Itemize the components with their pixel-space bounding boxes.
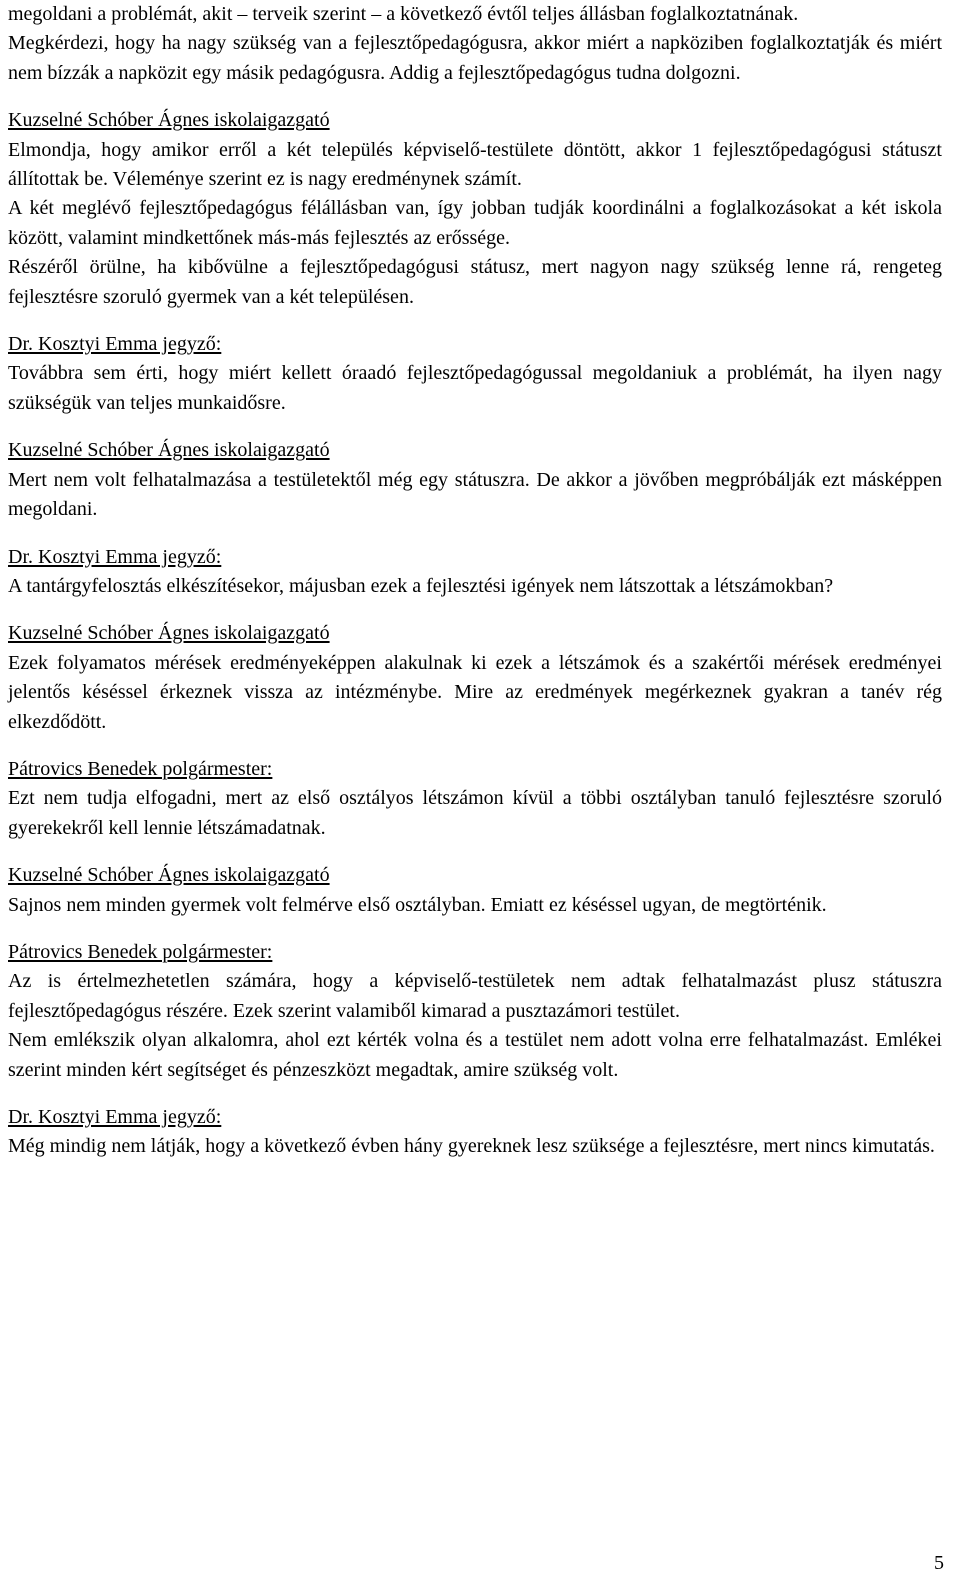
paragraph: Ezt nem tudja elfogadni, mert az első osztályos létszámon kívül a többi osztályban tanuló fejlesztésre szoruló gyerekekről kell lennie létszámadatnak. bbox=[8, 787, 942, 839]
exchange bbox=[8, 436, 942, 524]
exchange bbox=[8, 1103, 942, 1162]
page-number: 5 bbox=[934, 1552, 944, 1574]
exchange bbox=[8, 543, 942, 602]
paragraph: Nem emlékszik olyan alkalomra, ahol ezt kérték volna és a testület nem adott volna erre felhatalmazást. Emlékei szerint minden kért segítséget és pénzeszközt megadtak, amire szükség volt. bbox=[8, 1029, 942, 1081]
exchange bbox=[8, 619, 942, 737]
exchange bbox=[8, 106, 942, 312]
paragraph: Elmondja, hogy amikor erről a két település képviselő-testülete döntött, akkor 1 fejlesztőpedagógusi státuszt állítottak be. Véleménye szerint ez is nagy eredménynek számít. bbox=[8, 138, 942, 191]
speaker-heading: Kuzselné Schóber Ágnes iskolaigazgató bbox=[8, 864, 330, 887]
paragraph: Részéről örülne, ha kibővülne a fejlesztőpedagógusi státusz, mert nagyon nagy szükség lenne rá, rengeteg fejlesztésre szoruló gyermek van a két településen. bbox=[8, 256, 942, 308]
speaker-heading: Kuzselné Schóber Ágnes iskolaigazgató bbox=[8, 622, 330, 645]
paragraph: Az is értelmezhetetlen számára, hogy a képviselő-testületek nem adtak felhatalmazást plusz státuszra fejlesztőpedagógus részére. Ezek szerint valamiből kimarad a pusztazámori testület. bbox=[8, 970, 942, 1022]
paragraph: A két meglévő fejlesztőpedagógus félállásban van, így jobban tudják koordinálni a foglalkozásokat a két iskola között, valamint mindkettőnek más-más fejlesztés az erőssége. bbox=[8, 197, 942, 249]
exchange bbox=[8, 330, 942, 418]
paragraph: megoldani a problémát, akit – terveik szerint – a következő évtől teljes állásban foglalkoztatnának. bbox=[8, 3, 799, 25]
paragraph: A tantárgyfelosztás elkészítésekor, májusban ezek a fejlesztési igények nem látszottak a létszámokban? bbox=[8, 574, 834, 597]
paragraph: Sajnos nem minden gyermek volt felmérve első osztályban. Emiatt ez késéssel ugyan, de megtörténik. bbox=[8, 893, 827, 916]
opening-block bbox=[8, 0, 942, 88]
paragraph: Továbbra sem érti, hogy miért kellett óraadó fejlesztőpedagógussal megoldaniuk a problémát, ha ilyen nagy szükségük van teljes munkaidősre. bbox=[8, 362, 942, 414]
paragraph: Mert nem volt felhatalmazása a testületektől még egy státuszra. De akkor a jövőben megpróbálják ezt másképpen megoldani. bbox=[8, 468, 942, 521]
speaker-heading: Dr. Kosztyi Emma jegyző: bbox=[8, 1106, 222, 1128]
exchange bbox=[8, 755, 942, 843]
speaker-heading: Kuzselné Schóber Ágnes iskolaigazgató bbox=[8, 109, 330, 132]
exchange bbox=[8, 938, 942, 1085]
speaker-heading: Pátrovics Benedek polgármester: bbox=[8, 757, 273, 780]
speaker-heading: Pátrovics Benedek polgármester: bbox=[8, 940, 273, 963]
speaker-heading: Kuzselné Schóber Ágnes iskolaigazgató bbox=[8, 439, 330, 462]
exchange bbox=[8, 861, 942, 920]
speaker-heading: Dr. Kosztyi Emma jegyző: bbox=[8, 333, 222, 356]
speaker-heading: Dr. Kosztyi Emma jegyző: bbox=[8, 545, 222, 568]
paragraph: Megkérdezi, hogy ha nagy szükség van a fejlesztőpedagógusra, akkor miért a napköziben foglalkoztatják és miért nem bízzák a napközit egy másik pedagógusra. Addig a fejlesztőpedagógus tudna dolgozni. bbox=[8, 32, 942, 84]
paragraph: Még mindig nem látják, hogy a következő évben hány gyereknek lesz szüksége a fejlesztésre, mert nincs kimutatás. bbox=[8, 1135, 935, 1158]
paragraph: Ezek folyamatos mérések eredményeképpen alakulnak ki ezek a létszámok és a szakértői mérések eredményei jelentős késéssel érkeznek vissza az intézménybe. Mire az eredmények megérkeznek gyakran a tanév rég elkezdődött. bbox=[8, 651, 942, 733]
document-page bbox=[8, 0, 942, 1162]
